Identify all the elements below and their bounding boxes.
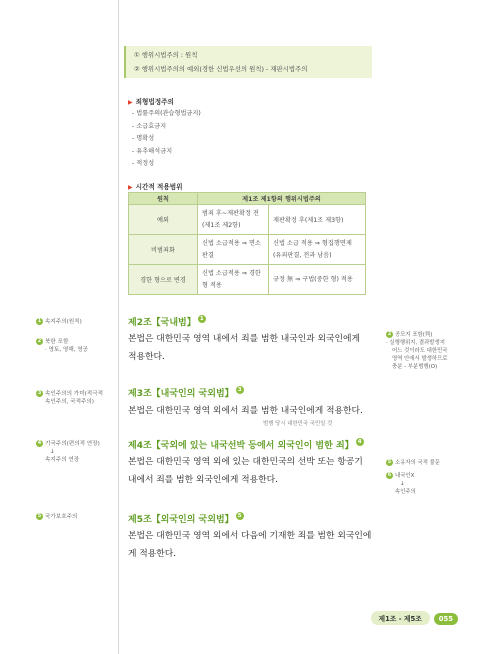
principle-line-1: ① 행위시법주의 : 원칙 [134, 51, 198, 59]
article-3-note: 범행 당시 대한민국 국민일 것 [263, 421, 333, 427]
margin-divider [118, 0, 119, 654]
left-note-5: 5 국가보호주의 [37, 513, 78, 520]
table-cell: 재판확정 후(제1조 제3항) [269, 205, 366, 235]
article-2-body: 본법은 대한민국 영역 내에서 죄를 범한 내국인과 외국인에게 적용한다. [128, 334, 361, 362]
bullet-triangle-icon: ▶ [128, 99, 133, 106]
list-item: - 명확성 [132, 135, 155, 142]
time-scope-table [128, 192, 366, 295]
article-5-title: 제5조【외국인의 국외범】 5 [128, 512, 244, 525]
table-header: 원칙 [129, 193, 198, 205]
principle-list [132, 108, 201, 171]
chapter-range: 제1조 - 제5조 [371, 611, 430, 625]
left-note-1: 1 속지주의(원칙) [37, 318, 82, 325]
table-cell: 신법 소급적용 ⇒ 면소판결 [198, 235, 269, 265]
table-header: 제1조 제1항의 행위시법주의 [198, 193, 366, 205]
table-cell: 경한 형으로 변경 [129, 265, 198, 295]
down-arrow-icon: ↓ [400, 481, 405, 487]
right-note-2: 5 소유자의 국적 불문 [387, 459, 441, 466]
left-note-4: 4 기국주의(편의적 연장) ↓ 속지주의 연장 [37, 440, 100, 463]
principle-line-2: ② 행위시법주의의 예외(경한 신법우선의 원칙) - 재판시법주의 [134, 65, 308, 73]
table-cell: 규정 無 ⇒ 구법(중한 형) 적용 [269, 265, 366, 295]
principle-header: ▶ 죄형법정주의 [128, 98, 174, 106]
article-4-title: 제4조【국외에 있는 내국선박 등에서 외국인이 범한 죄】 4 [128, 438, 364, 451]
table-cell: 신법 소급 적용 ⇒ 형집행면제 (유죄판결, 전과 남음) [269, 235, 366, 265]
table-cell: 비범죄화 [129, 235, 198, 265]
page-footer [371, 611, 458, 625]
right-note-1: 2 공모지 포함(判) · 실행행위지, 결과발생지 어느 것이라도 대한민국 영역 안에서 발생하므로 충분 - 부분범행(O) [386, 331, 448, 370]
table-cell: 신법 소급적용 ⇒ 경한 형 적용 [198, 265, 269, 295]
list-item: - 유추해석금지 [132, 147, 173, 155]
bullet-triangle-icon: ▶ [128, 184, 133, 191]
down-arrow-icon: ↓ [50, 449, 55, 455]
list-item: - 적정성 [132, 160, 155, 167]
article-4-body: 본법은 대한민국 영역 외에 있는 대한민국의 선박 또는 항공기 내에서 죄를 범한 외국인에게 적용한다. [128, 457, 363, 485]
time-scope-header: ▶ 시간적 적용범위 [128, 183, 183, 191]
left-note-3: 3 속인주의의 가미(적극적 속인주의, 국적주의) [37, 390, 103, 405]
table-cell: 예외 [129, 205, 198, 235]
article-3-body: 본법은 대한민국 영역 외에서 죄를 범한 내국인에게 적용한다. [128, 406, 363, 416]
principle-box [124, 46, 372, 78]
article-2-title: 제2조【국내범】 1 [128, 315, 206, 328]
page-number: 055 [434, 613, 458, 625]
article-5-body: 본법은 대한민국 영역 외에서 다음에 기재한 죄를 범한 외국인에 게 적용한다. [128, 531, 372, 559]
list-item: - 소급효금지 [132, 122, 167, 130]
table-cell: 범죄 후~재판확정 전 (제1조 제2항) [198, 205, 269, 235]
left-note-2: 2 북한 포함 · 영토, 영해, 영공 [37, 338, 89, 353]
right-note-3: 6 내국인X ↓ 속인주의 [387, 472, 416, 495]
article-3-title: 제3조【내국인의 국외범】 3 [128, 386, 244, 399]
list-item: - 법률주의(관습형법금지) [132, 110, 201, 117]
